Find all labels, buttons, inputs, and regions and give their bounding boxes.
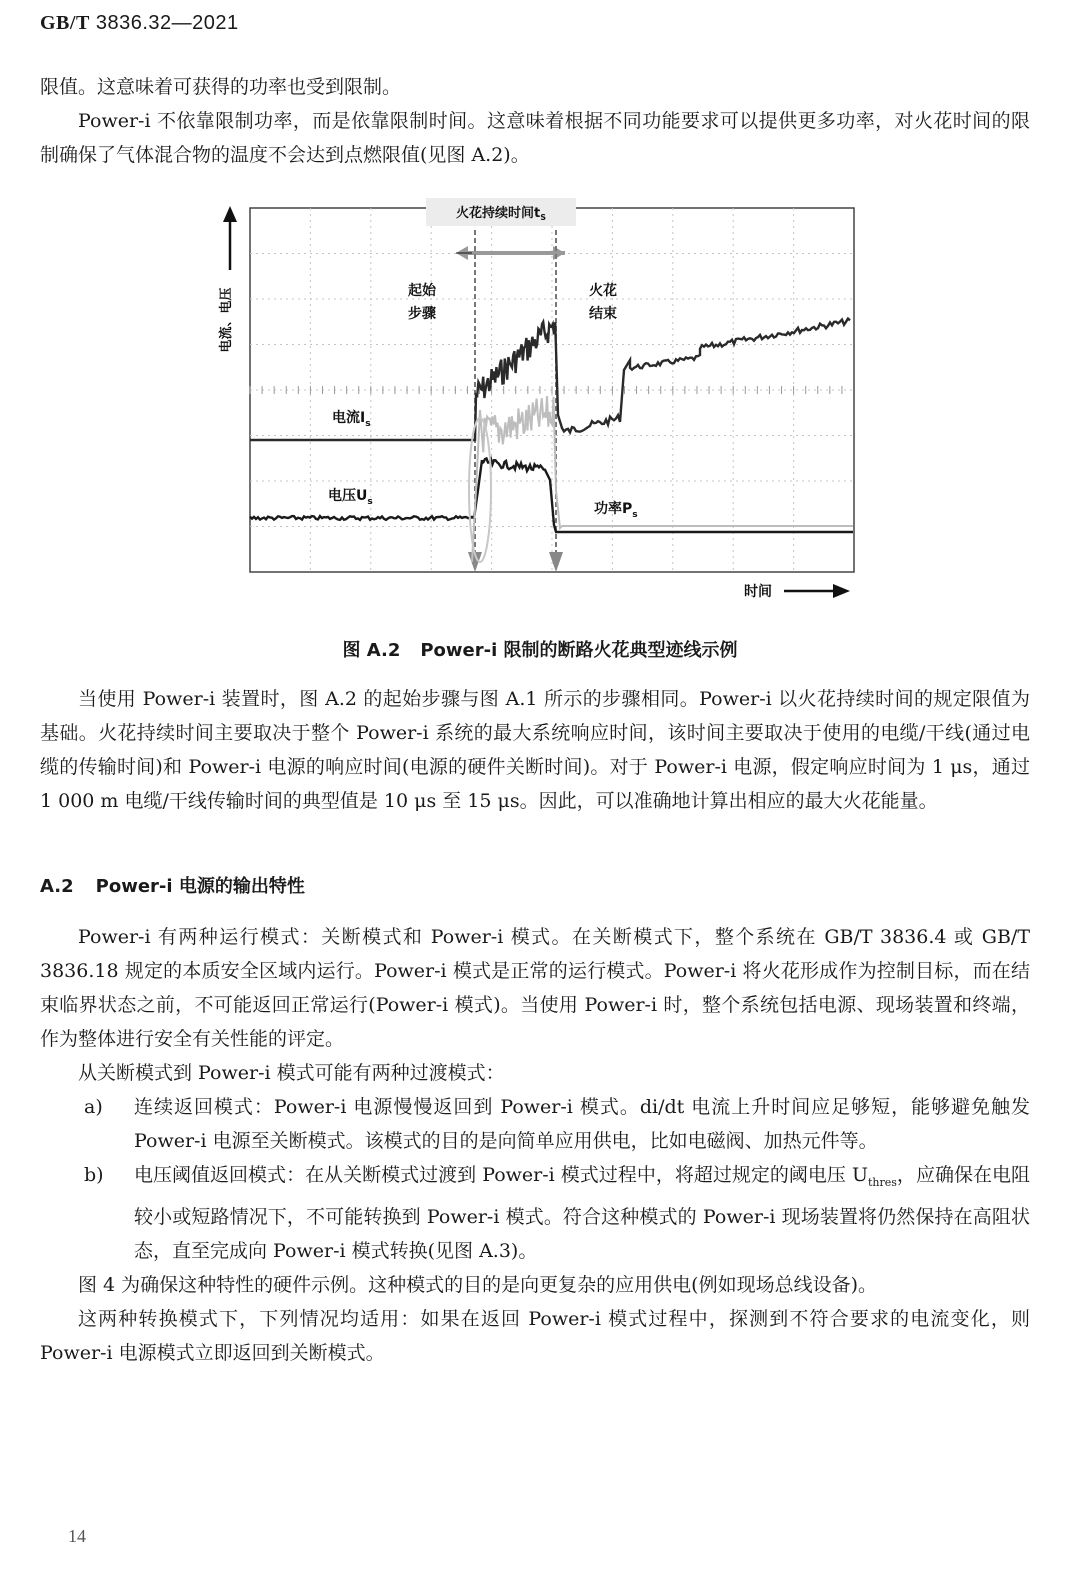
list-label: b)	[84, 1164, 104, 1186]
paragraph: Power-i 不依靠限制功率，而是依靠限制时间。这意味着根据不同功能要求可以提供更多功率，对火花时间的限制确保了气体混合物的温度不会达到点燃限值(见图 A.2)。	[40, 110, 1030, 166]
end-label-1: 火花	[589, 283, 617, 299]
list-item-a	[40, 1090, 1030, 1158]
paragraph: Power-i 有两种运行模式：关断模式和 Power-i 模式。在关断模式下，整个系统在 GB/T 3836.4 或 GB/T 3836.18 规定的本质安全区域内运行。Power-i 模式是正常的运行模式。Power-i 将火花形成作为控制目标，而在结束临界状态之前，不可能返回正常运行(Power-i 模式)。当使用 Power-i 时，整个系统包括电源、现场装置和终端，作为整体进行安全有关性能的评定。	[40, 926, 1030, 1050]
voltage-label: 电压$U_s$	[328, 488, 373, 507]
list-item-b	[40, 1158, 1030, 1268]
section-heading	[40, 872, 305, 898]
start-label-2: 步骤	[408, 306, 436, 322]
list-body: 电压阈值返回模式：在从关断模式过渡到 Power-i 模式过程中，将超过规定的阈电压 $U_{thres}$，应确保在电阻较小或短路情况下，不可能转换到 Power-i 模式。符合这种模式的 Power-i 现场装置将仍然保持在高阻状态，直至完成向 Power-i 模式转换(见图 A.3)。	[134, 1164, 1030, 1262]
standard-number: 3836.32—2021	[95, 12, 239, 34]
start-label-1: 起始	[408, 283, 436, 299]
paragraph: 限值。这意味着可获得的功率也受到限制。	[40, 76, 402, 98]
text-block-mid	[40, 682, 1030, 818]
figure-a2	[210, 190, 870, 614]
standard-code: GB/T	[40, 12, 90, 34]
text-block-bottom	[40, 920, 1030, 1370]
paragraph: 当使用 Power-i 装置时，图 A.2 的起始步骤与图 A.1 所示的步骤相同。Power-i 以火花持续时间的规定限值为基础。火花持续时间主要取决于整个 Power-i 系统的最大系统响应时间，该时间主要取决于使用的电缆/干线(通过电缆的传输时间)和 Power-i 电源的响应时间(电源的硬件关断时间)。对于 Power-i 电源，假定响应时间为 1 μs，通过 1 000 m 电缆/干线传输时间的典型值是 10 μs 至 15 μs。因此，可以准确地计算出相应的最大火花能量。	[40, 688, 1030, 812]
current-label: 电流$I_s$	[332, 410, 371, 429]
section-title: Power-i 电源的输出特性	[95, 876, 305, 897]
list-label: a)	[84, 1096, 103, 1118]
standard-header	[40, 12, 239, 35]
paragraph: 从关断模式到 Power-i 模式可能有两种过渡模式：	[78, 1062, 505, 1084]
power-label: 功率$P_s$	[594, 501, 638, 520]
oscilloscope-trace	[210, 190, 870, 610]
y-axis-label: 电流、电压	[219, 287, 234, 353]
section-number: A.2	[40, 876, 74, 897]
x-axis-label: 时间	[744, 584, 772, 600]
figure-caption	[0, 636, 1080, 662]
list-body: 连续返回模式：Power-i 电源慢慢返回到 Power-i 模式。di/dt 电流上升时间应足够短，能够避免触发 Power-i 电源至关断模式。该模式的目的是向简单应用供电，比如电磁阀、加热元件等。	[134, 1096, 1030, 1152]
paragraph: 图 4 为确保这种特性的硬件示例。这种模式的目的是向更复杂的应用供电(例如现场总线设备)。	[78, 1273, 877, 1296]
page-number: 14	[68, 1526, 86, 1546]
paragraph: 这两种转换模式下，下列情况均适用：如果在返回 Power-i 模式过程中，探测到不符合要求的电流变化，则 Power-i 电源模式立即返回到关断模式。	[40, 1307, 1030, 1364]
duration-label: 火花持续时间$t_S$	[456, 206, 546, 222]
end-label-2: 结束	[589, 306, 617, 322]
y-axis-arrowhead	[223, 206, 237, 222]
x-axis-arrowhead	[833, 584, 850, 598]
text-block-top	[40, 70, 1030, 172]
caption-text: Power-i 限制的断路火花典型迹线示例	[420, 640, 738, 661]
caption-number: 图 A.2	[342, 640, 401, 661]
